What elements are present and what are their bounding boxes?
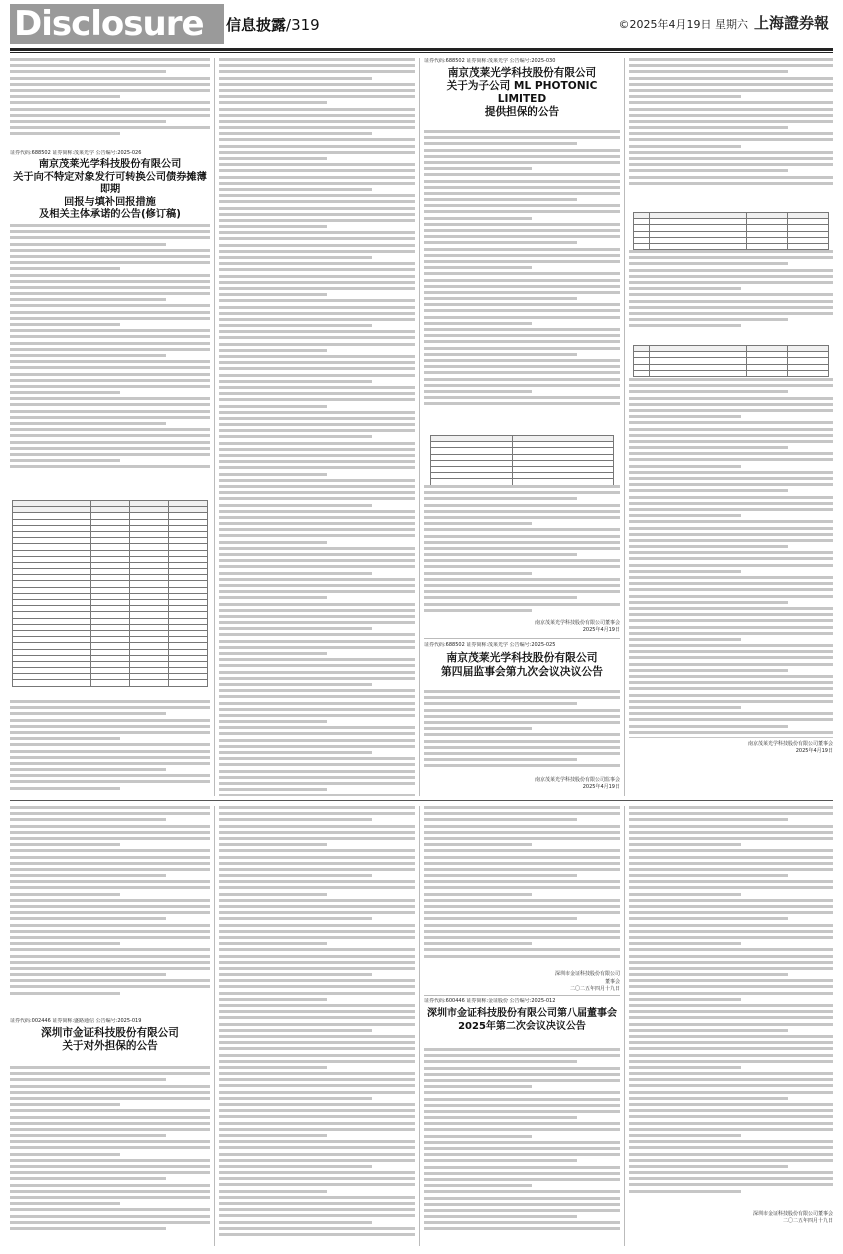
signature-line: 南京茂莱光学科技股份有限公司董事会 [534, 619, 620, 626]
body-text [424, 806, 620, 961]
title-line: 深圳市金证科技股份有限公司第八届董事会 [427, 1008, 617, 1020]
title-line: 2025年第二次会议决议公告 [458, 1021, 586, 1033]
bottom-text-column-3a [424, 806, 620, 992]
text-column-4a [629, 58, 833, 208]
guarantee-table [430, 435, 614, 486]
signature-line: 2025年4月19日 [582, 784, 620, 791]
signature [629, 741, 833, 754]
title-line: 深圳市金证科技股份有限公司 [41, 1027, 179, 1040]
body-text [424, 130, 620, 408]
signature-line: 2025年4月19日 [582, 626, 620, 633]
text-column-2 [219, 58, 415, 796]
body-text [219, 806, 415, 1239]
body-text [10, 806, 210, 998]
bottom-text-column-1b [10, 1066, 210, 1246]
bottom-text-column-1a [10, 806, 210, 1016]
announcement-5-footer [629, 1210, 833, 1246]
signature-line: 2025年4月19日 [795, 748, 833, 755]
financial-table-1 [12, 500, 208, 687]
bottom-text-column-4 [629, 806, 833, 1206]
announcement-4-header [10, 1018, 210, 1062]
section-title [226, 14, 320, 35]
title-line: 第四届监事会第九次会议决议公告 [441, 664, 603, 678]
signature-line: 二〇二五年四月十九日 [782, 1218, 833, 1225]
text-column-4c [629, 378, 833, 738]
title-line: 关于对外担保的公告 [62, 1040, 158, 1053]
title-line: 南京茂莱光学科技股份有限公司 [447, 67, 597, 80]
text-column-1b [10, 224, 210, 494]
signature [424, 777, 620, 790]
title-line: 回报与填补回报措施 [64, 196, 156, 208]
signature [555, 970, 620, 992]
code-line: 证券代码:600446 证券简称:金证股份 公告编号:2025-012 [424, 998, 556, 1004]
announcement-5-title [424, 1007, 620, 1033]
section-brand-logo: Disclosure [10, 4, 224, 44]
subsidiary-table-2 [633, 345, 829, 377]
column-divider [214, 58, 215, 796]
body-text [629, 250, 833, 330]
text-column-4b [629, 250, 833, 340]
body-text [10, 1066, 210, 1233]
signature-line: 南京茂莱光学科技股份有限公司董事会 [747, 741, 833, 747]
body-text [10, 224, 210, 472]
code-line: 证券代码:688502 证券简称:茂莱光学 公告编号:2025-026 [10, 150, 142, 156]
title-line: 南京茂莱光学科技股份有限公司 [38, 159, 182, 171]
title-line: 关于为子公司 ML PHOTONIC LIMITED [446, 80, 598, 106]
body-text [424, 1048, 620, 1234]
announcement-1-title [10, 159, 210, 222]
title-line: 提供担保的公告 [484, 106, 560, 119]
issue-date: ©2025年4月19日 星期六 [618, 18, 748, 31]
body-text [424, 485, 620, 615]
body-text [10, 58, 210, 138]
announcement-1-header [10, 150, 210, 222]
body-text [10, 700, 210, 793]
announcement-1-footer [629, 740, 833, 796]
announcement-2-header [424, 58, 620, 128]
masthead-rule-thin [10, 52, 833, 53]
text-column-1a [10, 58, 210, 148]
signature [535, 619, 620, 633]
announcement-3-footer [424, 776, 620, 796]
block-divider [424, 995, 620, 996]
masthead-right [618, 12, 829, 33]
announcement-4-title [10, 1027, 210, 1053]
column-divider [419, 806, 420, 1246]
text-column-3a [424, 130, 620, 430]
body-text [629, 378, 833, 738]
subsidiary-table-1 [633, 212, 829, 250]
body-text [424, 690, 620, 770]
column-divider [419, 58, 420, 796]
body-text [219, 58, 415, 796]
section-divider [10, 800, 833, 801]
title-line: 南京茂莱光学科技股份有限公司 [446, 651, 598, 665]
column-divider [214, 806, 215, 1246]
signature-line: 深圳市金证科技股份有限公司董事会 [752, 1211, 833, 1217]
bottom-text-column-2 [219, 806, 415, 1246]
page-number: /319 [286, 16, 320, 34]
title-line: 及相关主体承诺的公告(修订稿) [39, 209, 181, 221]
column-divider [624, 806, 625, 1246]
bottom-text-column-3b [424, 1048, 620, 1246]
block-divider [424, 638, 620, 639]
signature [629, 1211, 833, 1224]
code-line: 证券代码:688502 证券简称:茂莱光学 公告编号:2025-030 [424, 58, 556, 64]
section-name: 信息披露 [226, 16, 287, 34]
signature-line: 南京茂莱光学科技股份有限公司监事会 [534, 777, 620, 783]
title-line: 关于向不特定对象发行可转换公司债券摊薄即期 [13, 171, 207, 196]
signature-line: 董事会 [604, 978, 620, 985]
text-column-1c [10, 700, 210, 800]
announcement-3-header [424, 642, 620, 686]
signature-line: 深圳市金证科技股份有限公司 [554, 971, 620, 978]
masthead-rule [10, 48, 833, 51]
announcement-3-title [424, 651, 620, 678]
code-line: 证券代码:002446 证券简称:盛路通信 公告编号:2025-019 [10, 1018, 142, 1024]
code-line: 证券代码:688502 证券简称:茂莱光学 公告编号:2025-025 [424, 642, 556, 648]
announcement-2-title [424, 67, 620, 119]
body-text [629, 806, 833, 1196]
column-divider [624, 58, 625, 796]
text-column-3b [424, 485, 620, 635]
masthead [0, 0, 843, 48]
body-text [629, 58, 833, 188]
announcement-5-header [424, 998, 620, 1044]
signature-line: 二〇二五年四月十九日 [569, 985, 620, 992]
newspaper-name: 上海證券報 [753, 14, 829, 32]
